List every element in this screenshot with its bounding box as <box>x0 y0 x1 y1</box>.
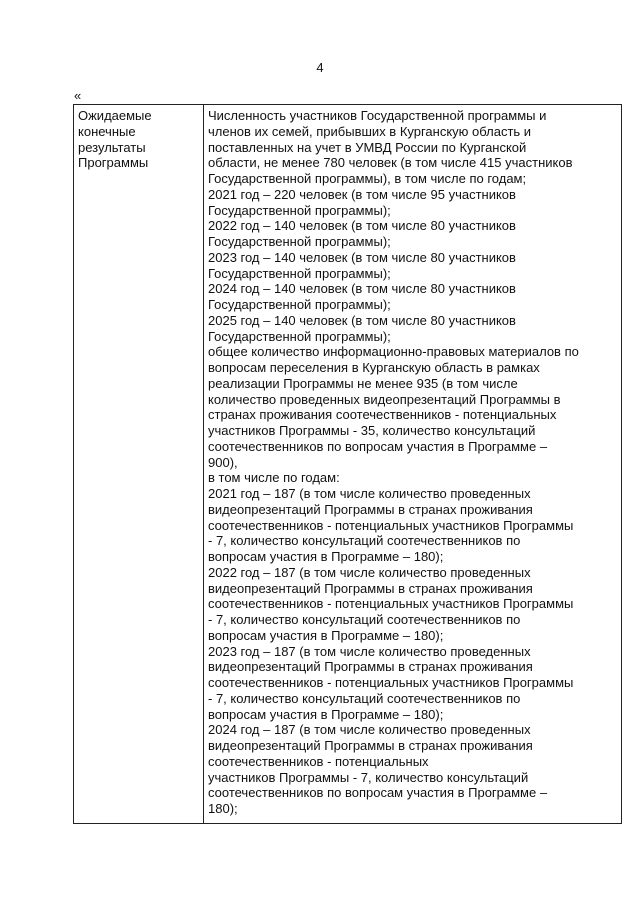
label-line: Программы <box>78 155 149 171</box>
content-line: видеопрезентаций Программы в странах проживания <box>208 659 533 675</box>
content-line: Государственной программы); <box>208 265 391 281</box>
row-label <box>78 108 200 171</box>
content-line: 180); <box>208 801 238 816</box>
content-line: участников Программы - 35, количество консультаций <box>208 423 536 438</box>
content-line: - 7, количество консультаций соотечественников по <box>208 612 521 627</box>
content-line: участников Программы - 7, количество консультаций <box>208 769 529 785</box>
content-line: 2021 год – 187 (в том числе количество проведенных <box>208 486 531 501</box>
content-line: соотечественников - потенциальных участников Программы <box>208 596 574 612</box>
content-line: - 7, количество консультаций соотечественников по <box>208 533 521 549</box>
content-line: 2022 год – 187 (в том числе количество проведенных <box>208 564 531 580</box>
content-line: Государственной программы); <box>208 202 391 218</box>
label-line: Ожидаемые <box>78 108 152 123</box>
row-content-cell <box>204 105 622 824</box>
page-number: 4 <box>316 60 324 75</box>
content-line: количество проведенных видеопрезентаций Программы в <box>208 391 561 407</box>
content-line: соотечественников - потенциальных участников Программы <box>208 517 574 533</box>
content-line: Государственной программы), в том числе по годам; <box>208 171 527 186</box>
content-line: соотечественников по вопросам участия в Программе – <box>208 438 548 454</box>
content-line: 2024 год – 140 человек (в том числе 80 участников <box>208 281 516 297</box>
content-line: Государственной программы); <box>208 297 391 312</box>
content-line: видеопрезентаций Программы в странах проживания <box>208 580 533 596</box>
content-line: общее количество информационно-правовых материалов по <box>208 344 579 360</box>
content-line: в том числе по годам: <box>208 470 340 486</box>
content-line: поставленных на учет в УМВД России по Курганской <box>208 139 527 155</box>
content-line: видеопрезентаций Программы в странах проживания <box>208 738 533 753</box>
content-line: членов их семей, прибывших в Курганскую область и <box>208 123 532 139</box>
label-line: результаты <box>78 139 146 155</box>
content-line: соотечественников по вопросам участия в Программе – <box>208 785 548 801</box>
content-line: 2023 год – 187 (в том числе количество проведенных <box>208 643 531 659</box>
content-line: соотечественников - потенциальных участников Программы <box>208 675 574 690</box>
content-line: реализации Программы не менее 935 (в том числе <box>208 375 518 391</box>
content-line: вопросам участия в Программе – 180); <box>208 549 444 564</box>
content-line: области, не менее 780 человек (в том числе 415 участников <box>208 155 573 171</box>
opening-quote-mark: « <box>74 88 82 103</box>
content-line: 2021 год – 220 человек (в том числе 95 участников <box>208 186 516 202</box>
label-line: конечные <box>78 123 136 139</box>
content-line: Государственной программы); <box>208 234 391 249</box>
content-line: соотечественников - потенциальных <box>208 753 429 769</box>
content-line: 2024 год – 187 (в том числе количество проведенных <box>208 722 531 738</box>
content-line: вопросам переселения в Курганскую область в рамках <box>208 360 540 375</box>
content-line: - 7, количество консультаций соотечественников по <box>208 690 521 706</box>
table-row <box>74 105 622 824</box>
row-label-cell <box>74 105 204 824</box>
content-line: 2023 год – 140 человек (в том числе 80 участников <box>208 249 516 265</box>
content-line: вопросам участия в Программе – 180); <box>208 627 444 643</box>
row-content <box>208 108 618 817</box>
content-line: странах проживания соотечественников - потенциальных <box>208 407 557 423</box>
content-line: 2022 год – 140 человек (в том числе 80 участников <box>208 218 516 234</box>
content-line: Численность участников Государственной программы и <box>208 108 547 123</box>
content-line: вопросам участия в Программе – 180); <box>208 706 444 722</box>
content-line: 2025 год – 140 человек (в том числе 80 участников <box>208 312 516 328</box>
content-line: Государственной программы); <box>208 328 391 344</box>
content-line: 900), <box>208 454 238 470</box>
results-table <box>73 104 622 824</box>
content-line: видеопрезентаций Программы в странах проживания <box>208 501 533 517</box>
